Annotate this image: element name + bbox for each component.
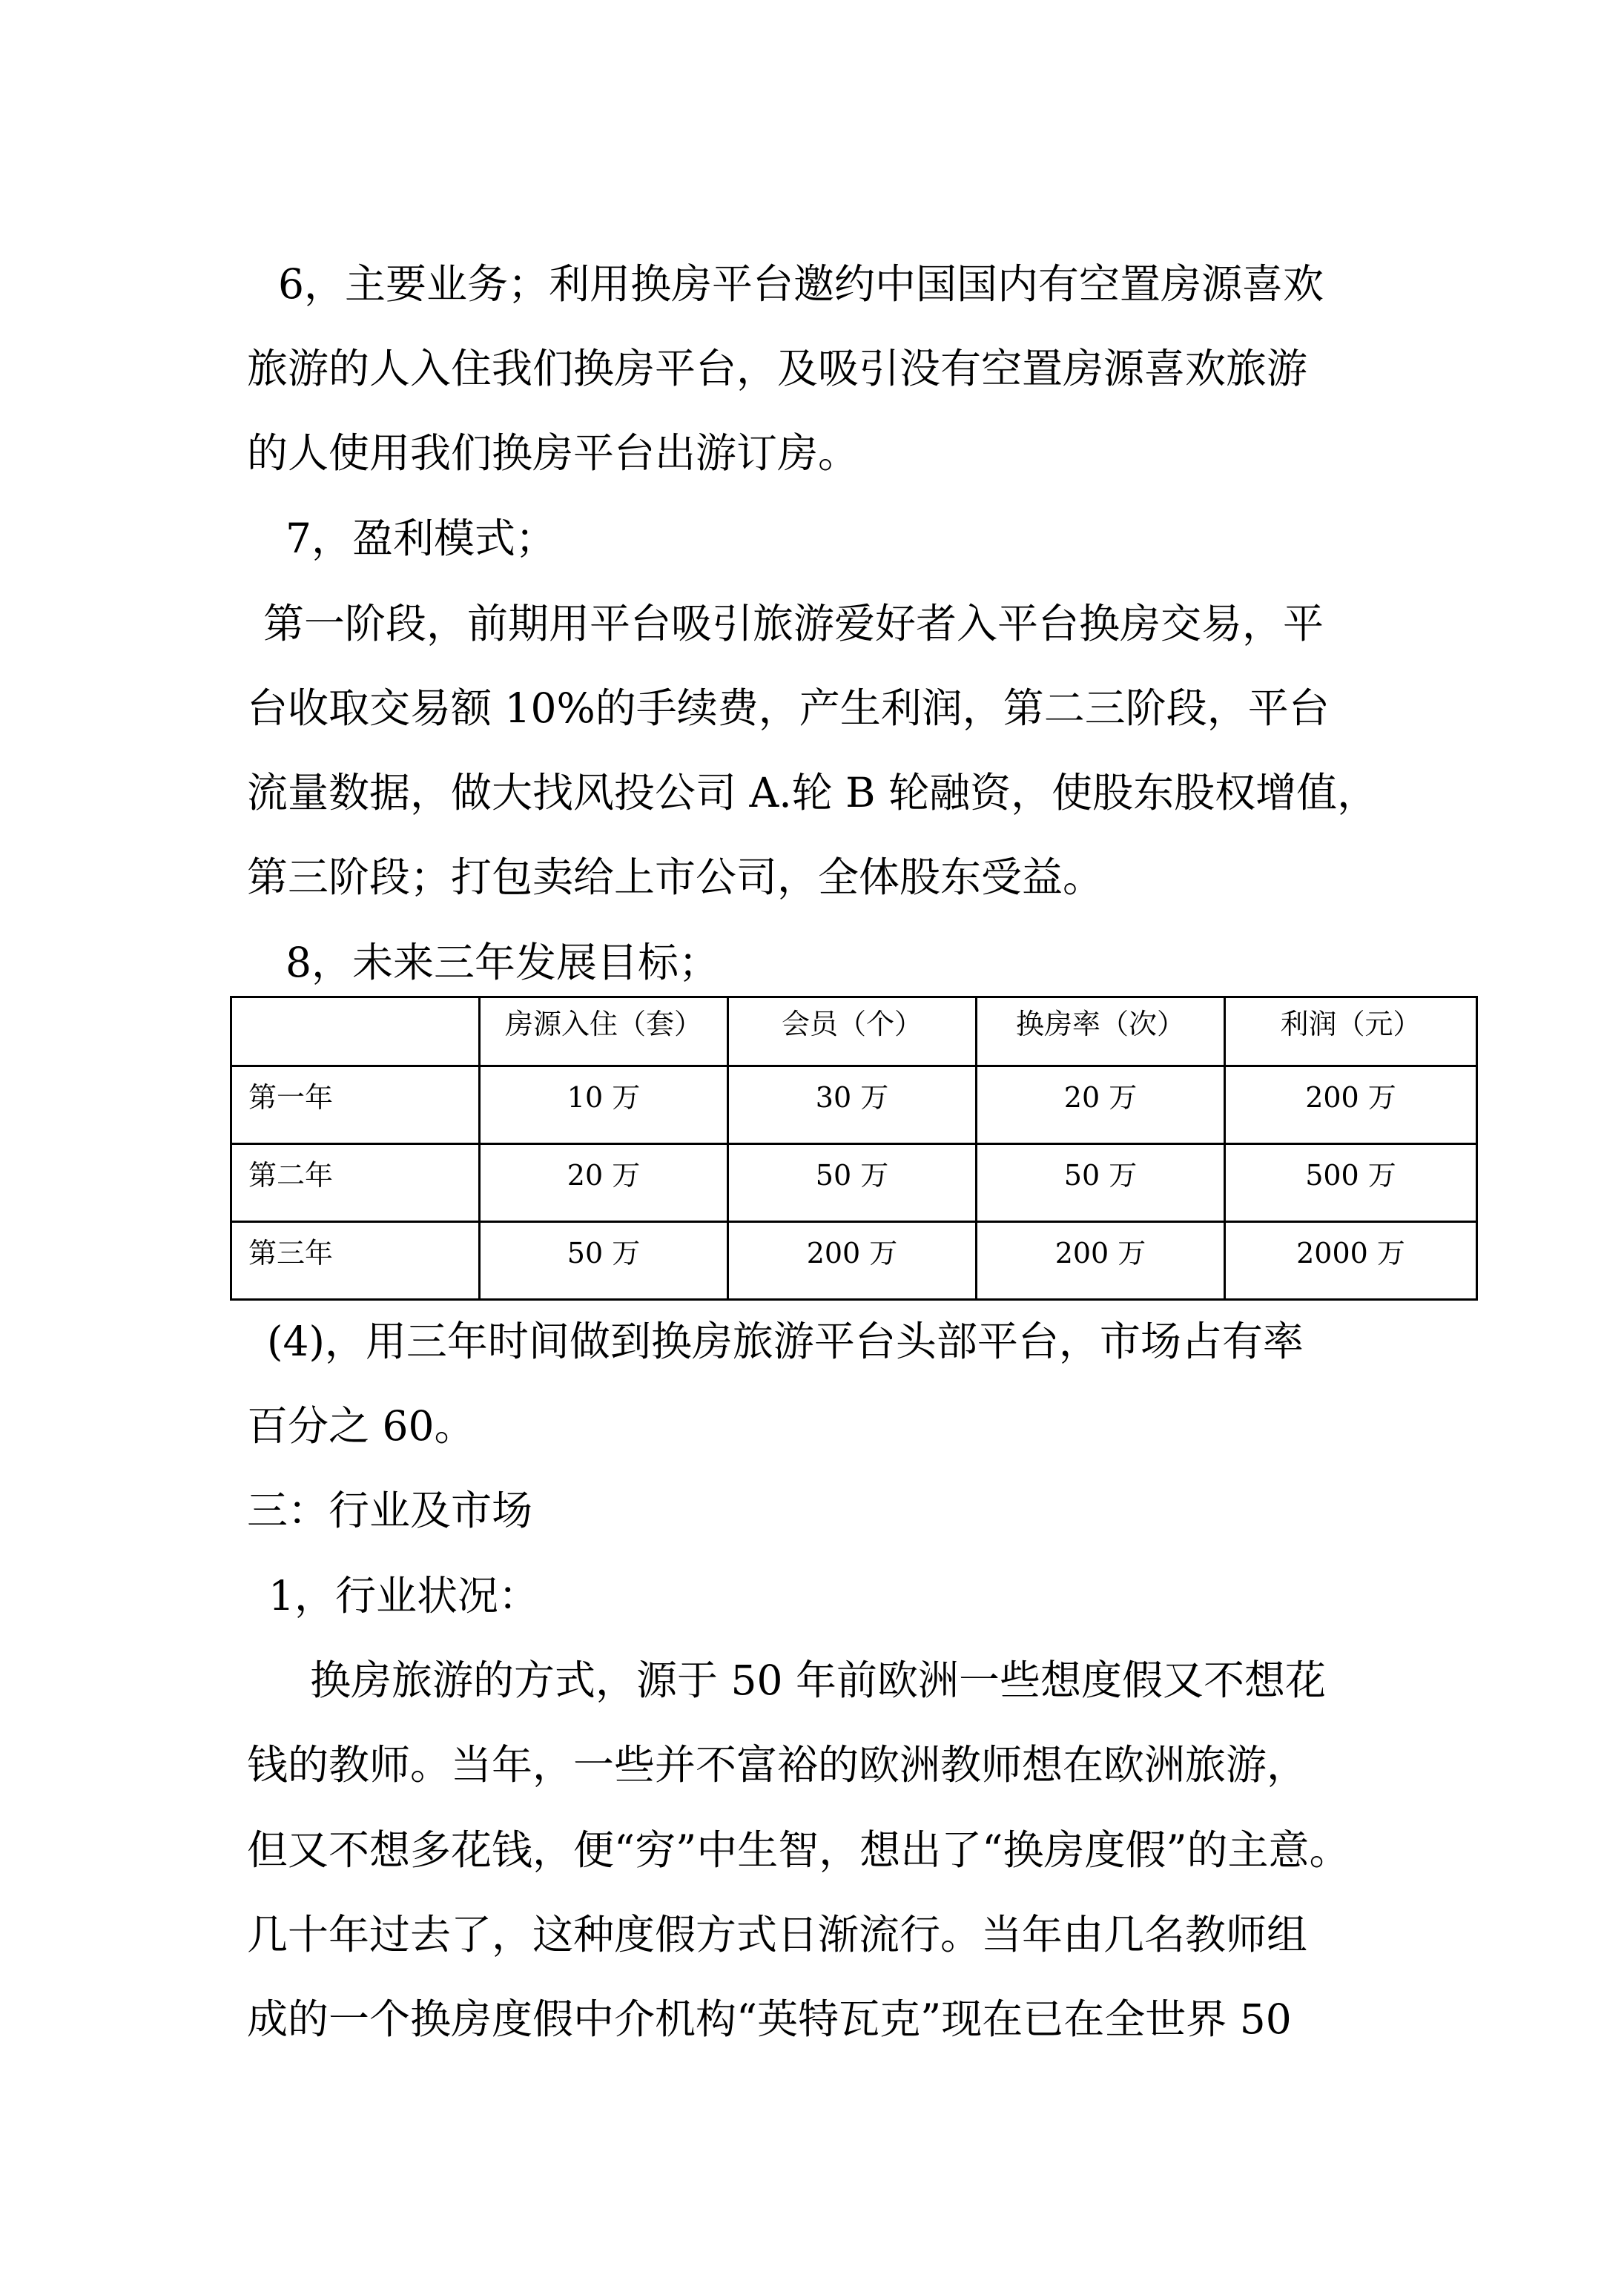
table-cell: 50 万 [480,1221,728,1299]
section-heading: 三：行业及市场 [247,1487,533,1534]
table-cell: 500 万 [1225,1143,1477,1221]
table-header-cell [231,997,480,1066]
paragraph-line: (4)，用三年时间做到换房旅游平台头部平台，市场占有率 [267,1318,1304,1365]
table-row [231,1143,1477,1221]
paragraph-line: 台收取交易额 10%的手续费，产生利润，第二三阶段，平台 [247,684,1330,732]
table-cell: 30 万 [728,1066,977,1143]
table-header-cell: 换房率（次） [977,997,1225,1066]
table-row [231,1066,1477,1143]
table-cell: 200 万 [977,1221,1225,1299]
table-cell: 20 万 [480,1143,728,1221]
paragraph-line: 旅游的人入住我们换房平台，及吸引没有空置房源喜欢旅游 [247,345,1308,392]
table-cell: 200 万 [728,1221,977,1299]
table-header-cell: 房源入住（套） [480,997,728,1066]
table-row-label: 第一年 [231,1066,480,1143]
table-row [231,1221,1477,1299]
table-cell: 200 万 [1225,1066,1477,1143]
paragraph-line: 但又不想多花钱，便“穷”中生智，想出了“换房度假”的主意。 [247,1826,1350,1874]
table-header-cell: 利润（元） [1225,997,1477,1066]
table-header-row [231,997,1477,1066]
table-cell: 50 万 [977,1143,1225,1221]
table-header-cell: 会员（个） [728,997,977,1066]
section-heading: 1，行业状况： [268,1572,539,1619]
paragraph-line: 成的一个换房度假中介机构“英特瓦克”现在已在全世界 50 [247,1995,1292,2043]
paragraph-line: 百分之 60。 [247,1402,475,1450]
paragraph-line: 第一阶段，前期用平台吸引旅游爱好者入平台换房交易，平 [263,600,1324,647]
paragraph-line: 流量数据，做大找风投公司 A.轮 B 轮融资，使股东股权增值， [247,769,1379,816]
paragraph-line: 换房旅游的方式，源于 50 年前欧洲一些想度假又不想花 [310,1657,1326,1704]
section-heading: 8，未来三年发展目标； [285,939,719,986]
table-row-label: 第二年 [231,1143,480,1221]
table-cell: 20 万 [977,1066,1225,1143]
paragraph-line: 的人使用我们换房平台出游订房。 [247,429,859,477]
paragraph-line: 几十年过去了，这种度假方式日渐流行。当年由几名教师组 [247,1911,1308,1958]
section-heading: 7，盈利模式； [285,515,556,562]
table-cell: 2000 万 [1225,1221,1477,1299]
table-cell: 10 万 [480,1066,728,1143]
paragraph-line: 第三阶段；打包卖给上市公司，全体股东受益。 [247,853,1104,901]
paragraph-line: 6，主要业务；利用换房平台邀约中国国内有空置房源喜欢 [278,260,1324,308]
table-cell: 50 万 [728,1143,977,1221]
paragraph-line: 钱的教师。当年，一些并不富裕的欧洲教师想在欧洲旅游， [247,1741,1308,1789]
table-row-label: 第三年 [231,1221,480,1299]
goals-table [230,996,1478,1301]
